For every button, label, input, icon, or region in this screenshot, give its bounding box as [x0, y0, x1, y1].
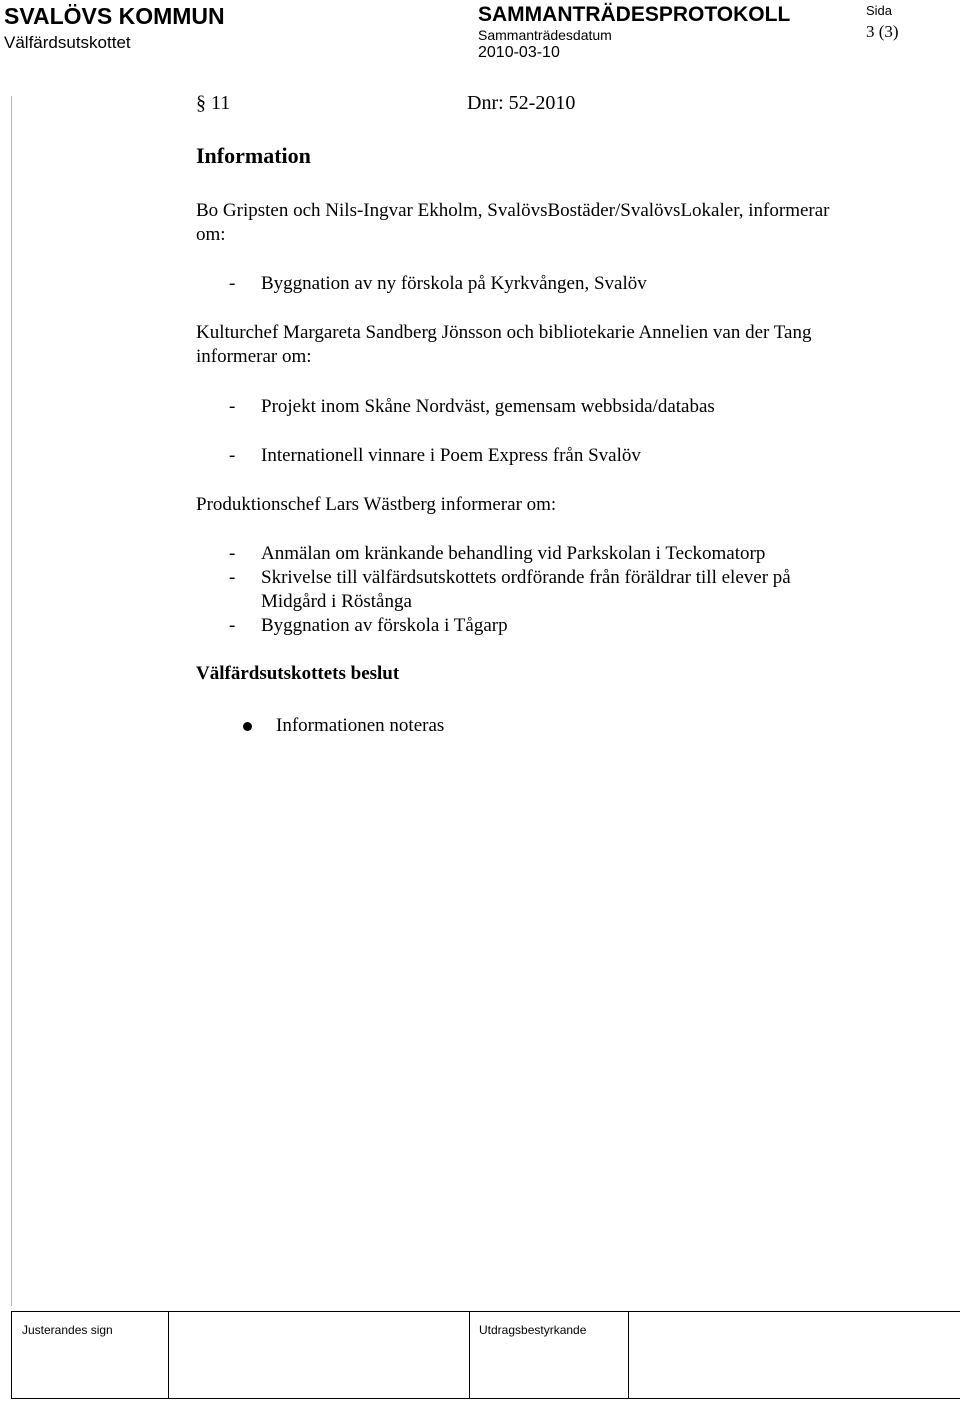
- page-number: 3 (3): [866, 22, 899, 41]
- block1-intro-line2: om:: [196, 224, 226, 245]
- section-heading: Information: [196, 143, 311, 168]
- footer-divider: [628, 1311, 629, 1399]
- list-dash: -: [229, 567, 236, 588]
- list-item: Internationell vinnare i Poem Express från Svalöv: [261, 445, 641, 466]
- decision-heading: Välfärdsutskottets beslut: [196, 663, 400, 684]
- extract-label: Utdragsbestyrkande: [479, 1323, 587, 1337]
- list-dash: -: [229, 396, 236, 417]
- list-dash: -: [229, 615, 236, 636]
- list-item-continuation: Midgård i Röstånga: [261, 591, 412, 612]
- footer-bottom-rule: [11, 1398, 960, 1399]
- bullet-icon: [243, 722, 252, 731]
- list-item: Skrivelse till välfärdsutskottets ordförande från föräldrar till elever på: [261, 567, 791, 588]
- decision-item: Informationen noteras: [276, 715, 445, 736]
- list-item: Byggnation av ny förskola på Kyrkvången, Svalöv: [261, 273, 647, 294]
- footer-divider: [168, 1311, 169, 1399]
- document-type: SAMMANTRÄDESPROTOKOLL: [478, 3, 791, 26]
- paragraph-number: § 11: [196, 92, 231, 114]
- date-label: Sammanträdesdatum: [478, 27, 612, 43]
- margin-divider: [11, 96, 12, 1306]
- list-dash: -: [229, 445, 236, 466]
- organization-name: SVALÖVS KOMMUN: [4, 3, 225, 29]
- footer-divider: [11, 1311, 12, 1399]
- date-value: 2010-03-10: [478, 44, 560, 61]
- diary-number: Dnr: 52-2010: [467, 92, 576, 114]
- block2-intro-line2: informerar om:: [196, 346, 312, 367]
- page-label: Sida: [866, 3, 893, 18]
- block1-intro-line1: Bo Gripsten och Nils-Ingvar Ekholm, SvalövsBostäder/SvalövsLokaler, informerar: [196, 200, 830, 221]
- footer-top-rule: [11, 1311, 960, 1312]
- list-item: Byggnation av förskola i Tågarp: [261, 615, 508, 636]
- block3-intro: Produktionschef Lars Wästberg informerar om:: [196, 494, 557, 515]
- block2-intro-line1: Kulturchef Margareta Sandberg Jönsson och bibliotekarie Annelien van der Tang: [196, 322, 812, 343]
- list-dash: -: [229, 273, 236, 294]
- footer-divider: [469, 1311, 470, 1399]
- sign-label: Justerandes sign: [22, 1323, 113, 1337]
- list-item: Anmälan om kränkande behandling vid Parkskolan i Teckomatorp: [261, 543, 766, 564]
- list-item: Projekt inom Skåne Nordväst, gemensam webbsida/databas: [261, 396, 715, 417]
- department-name: Välfärdsutskottet: [4, 33, 131, 52]
- list-dash: -: [229, 543, 236, 564]
